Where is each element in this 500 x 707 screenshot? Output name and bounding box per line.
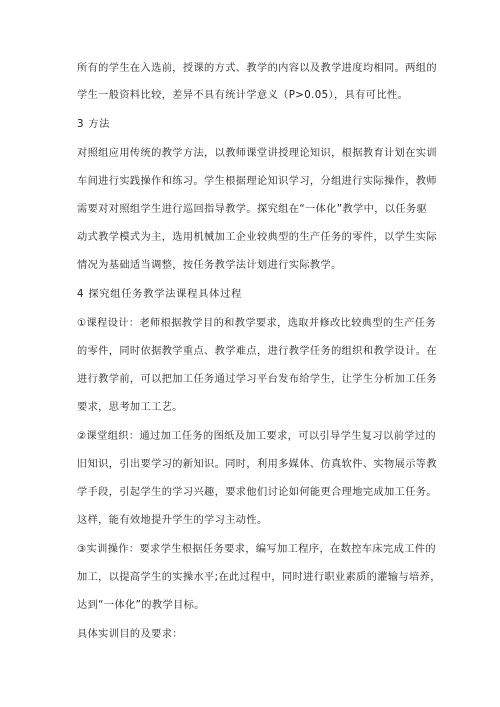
paragraph-line: ①课程设计：老师根据教学目的和教学要求，选取并修改比较典型的生产任务 <box>77 318 436 329</box>
paragraph-line: 动式教学模式为主，选用机械加工企业较典型的生产任务的零件，以学生实际 <box>77 232 437 243</box>
paragraph-line: 对照组应用传统的教学方法，以教师课堂讲授理论知识，根据教育计划在实训 <box>77 148 437 159</box>
paragraph-line: 情况为基础适当调整，按任务教学法计划进行实际教学。 <box>77 260 342 271</box>
paragraph-line: 需要对对照组学生进行巡回指导教学。探究组在“一体化”教学中，以任务驱 <box>77 204 428 215</box>
paragraph-line: 进行教学前，可以把加工任务通过学习平台发布给学生，让学生分析加工任务 <box>77 374 437 385</box>
paragraph-line: ②课堂组织：通过加工任务的图纸及加工要求，可以引导学生复习以前学过的 <box>77 431 436 442</box>
paragraph-line: 车间进行实践操作和练习。学生根据理论知识学习，分组进行实际操作，教师 <box>77 176 437 187</box>
section-heading-process: 4 探究组任务教学法课程具体过程 <box>77 289 243 300</box>
paragraph-line: 这样，能有效地提升学生的学习主动性。 <box>77 515 268 526</box>
paragraph-line: 加工，以提高学生的实操水平;在此过程中，同时进行职业素质的灌输与培养， <box>77 572 441 583</box>
paragraph-line: 学生一般资料比较，差异不具有统计学意义（P>0.05），具有可比性。 <box>77 90 409 101</box>
paragraph-line: 达到“一体化”的教学目标。 <box>77 600 205 611</box>
paragraph-line: 所有的学生在入选前，授课的方式、教学的内容以及教学进度均相同。两组的 <box>77 63 437 74</box>
paragraph-line: 要求，思考加工工艺。 <box>77 402 183 413</box>
paragraph-line: ③实训操作：要求学生根据任务要求，编写加工程序，在数控车床完成工件的 <box>77 544 436 555</box>
paragraph-line: 学手段，引起学生的学习兴趣，要求他们讨论如何能更合理地完成加工任务。 <box>77 487 437 498</box>
paragraph-line: 的零件，同时依据教学重点、教学难点，进行教学任务的组织和教学设计。在 <box>77 346 437 357</box>
paragraph-line: 具体实训目的及要求： <box>77 629 183 640</box>
paragraph-line: 旧知识，引出要学习的新知识。同时，利用多媒体、仿真软件、实物展示等教 <box>77 459 437 470</box>
section-heading-method: 3 方法 <box>77 119 111 130</box>
